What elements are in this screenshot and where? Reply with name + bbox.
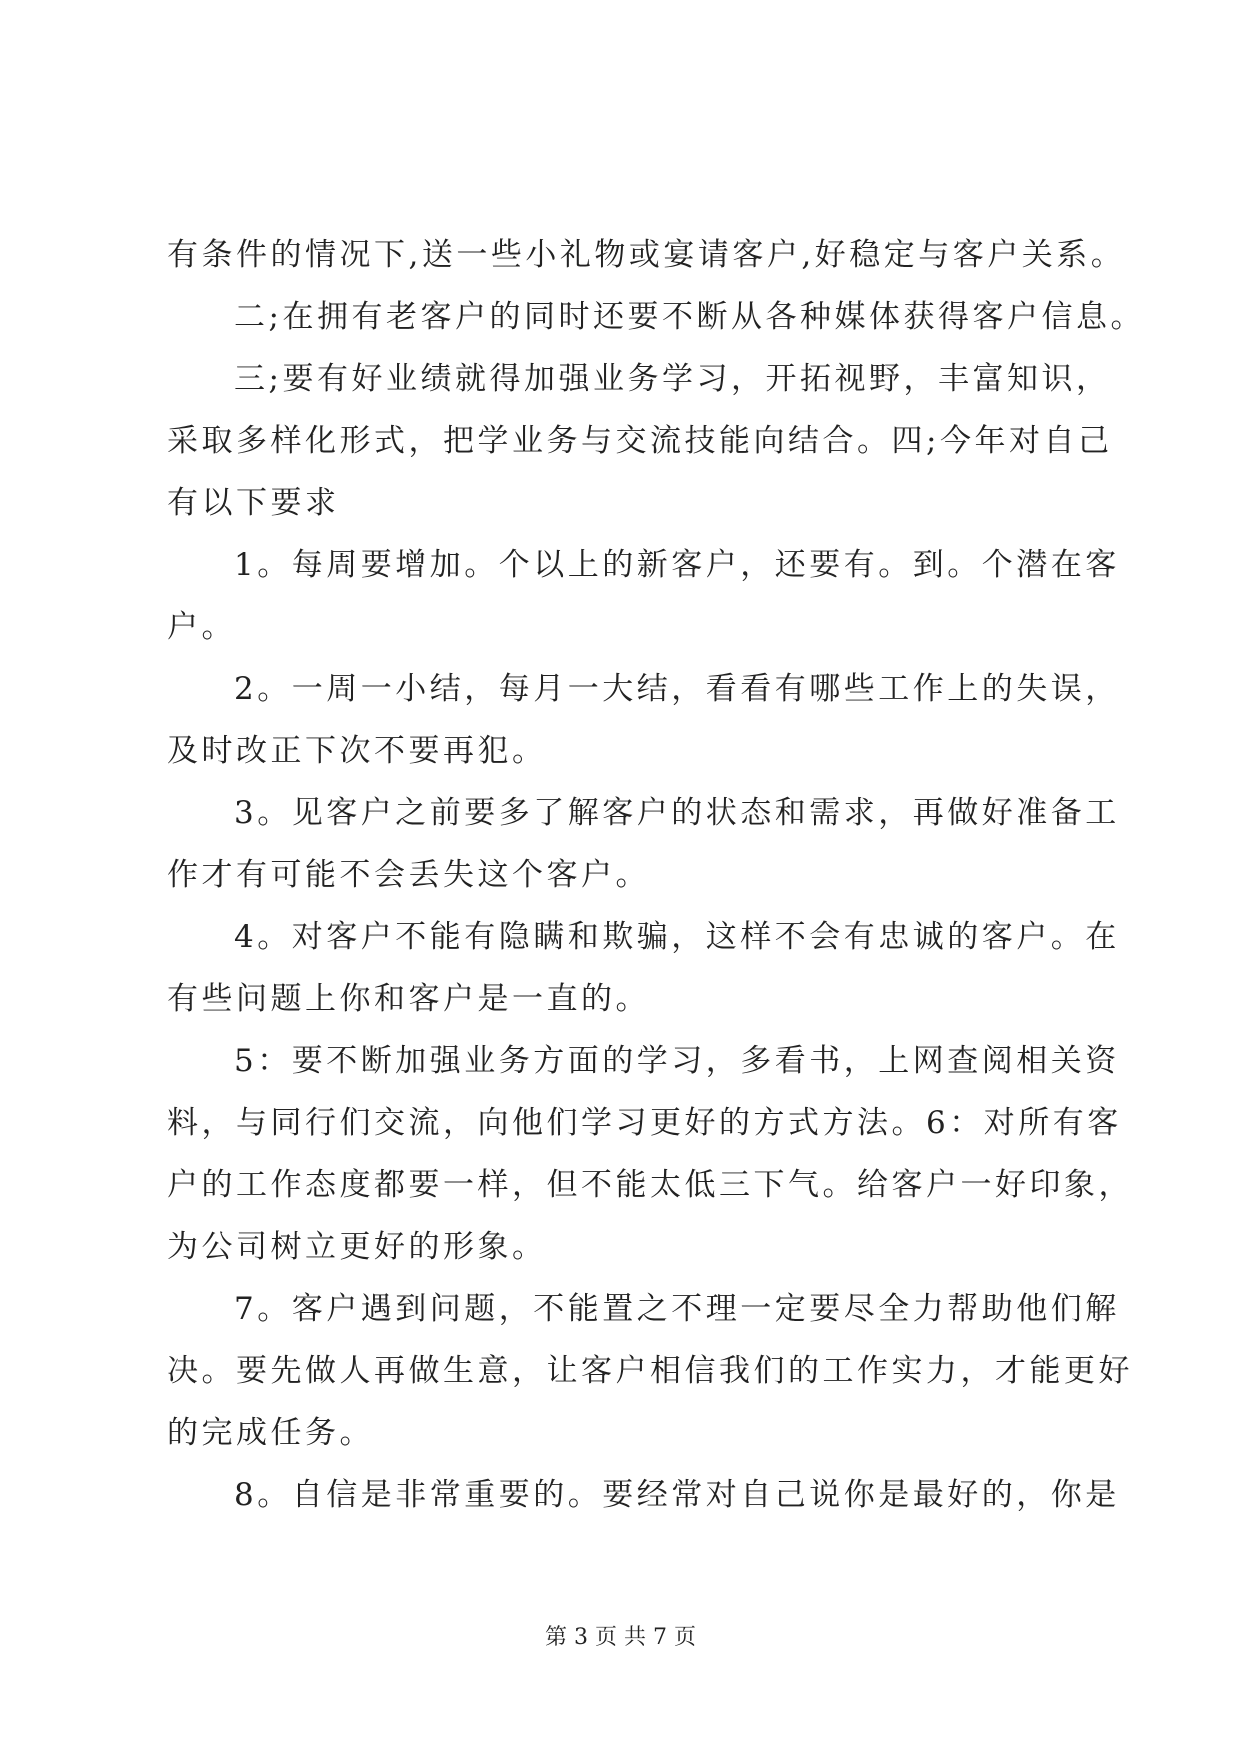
text-line: 8。自信是非常重要的。要经常对自己说你是最好的，你是 [234, 1477, 1120, 1513]
text-line: 2。一周一小结，每月一大结，看看有哪些工作上的失误， [234, 671, 1120, 707]
text-line: 户。 [167, 609, 236, 645]
text-line: 料，与同行们交流，向他们学习更好的方式方法。6：对所有客 [167, 1105, 1122, 1141]
text-line: 有以下要求 [167, 485, 340, 521]
text-line: 三;要有好业绩就得加强业务学习，开拓视野，丰富知识， [234, 361, 1111, 397]
text-line: 决。要先做人再做生意，让客户相信我们的工作实力，才能更好 [167, 1353, 1133, 1389]
text-line: 采取多样化形式，把学业务与交流技能向结合。四;今年对自己 [167, 423, 1113, 459]
document-body [167, 224, 1145, 1526]
text-line: 有些问题上你和客户是一直的。 [167, 981, 650, 1017]
text-line: 7。客户遇到问题，不能置之不理一定要尽全力帮助他们解 [234, 1291, 1120, 1327]
text-line: 的完成任务。 [167, 1415, 374, 1451]
text-line: 3。见客户之前要多了解客户的状态和需求，再做好准备工 [234, 795, 1120, 831]
page-number-footer: 第 3 页 共 7 页 [545, 1625, 696, 1650]
text-line: 二;在拥有老客户的同时还要不断从各种媒体获得客户信息。 [234, 299, 1145, 335]
text-line: 为公司树立更好的形象。 [167, 1229, 547, 1265]
text-line: 1。每周要增加。个以上的新客户，还要有。到。个潜在客 [234, 547, 1120, 583]
text-line: 作才有可能不会丢失这个客户。 [167, 857, 650, 893]
text-line: 5：要不断加强业务方面的学习，多看书，上网查阅相关资 [234, 1043, 1120, 1079]
text-line: 4。对客户不能有隐瞒和欺骗，这样不会有忠诚的客户。在 [234, 919, 1120, 955]
text-line: 户的工作态度都要一样，但不能太低三下气。给客户一好印象， [167, 1167, 1133, 1203]
text-line: 及时改正下次不要再犯。 [167, 733, 547, 769]
text-line: 有条件的情况下,送一些小礼物或宴请客户,好稳定与客户关系。 [167, 237, 1126, 273]
